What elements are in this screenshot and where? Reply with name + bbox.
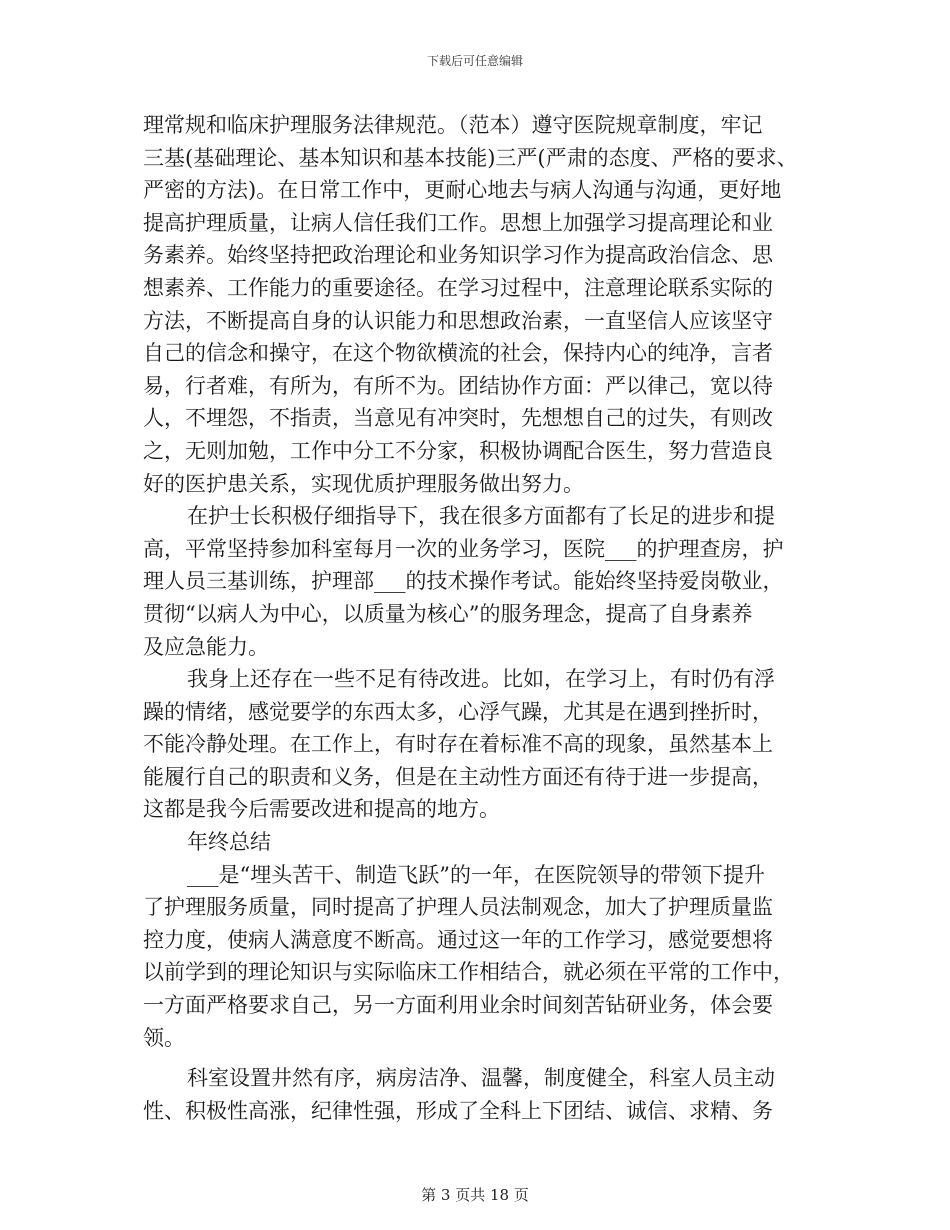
text-line: 了护理服务质量，同时提高了护理人员法制观念，加大了护理质量监 — [143, 895, 773, 920]
text-line: 领。 — [143, 1025, 185, 1050]
text-line: 不能冷静处理。在工作上，有时存在着标准不高的现象，虽然基本上 — [143, 732, 773, 757]
text-line: 这都是我今后需要改进和提高的地方。 — [143, 797, 500, 822]
paragraph-first-line: 科室设置井然有序，病房洁净、温馨，制度健全，科室人员主动 — [187, 1066, 775, 1091]
text-line: 以前学到的理论知识与实际临床工作相结合，就必须在平常的工作中， — [143, 960, 794, 985]
text-line: 性、积极性高涨，纪律性强，形成了全科上下团结、诚信、求精、务 — [143, 1098, 773, 1123]
text-line: 控力度，使病人满意度不断高。通过这一年的工作学习，感觉要想将 — [143, 927, 773, 952]
text-line: 之，无则加勉，工作中分工不分家，积极协调配合医生，努力营造良 — [143, 438, 773, 463]
text-line: 贯彻“以病人为中心，以质量为核心”的服务理念，提高了自身素养 — [143, 601, 753, 626]
page-number: 第 3 页共 18 页 — [421, 1186, 529, 1204]
paragraph-gap — [143, 1054, 808, 1062]
text-line: 易，行者难，有所为，有所不为。团结协作方面：严以律己，宽以待 — [143, 373, 773, 398]
text-line: 提高护理质量，让病人信任我们工作。思想上加强学习提高理论和业 — [143, 210, 773, 235]
text-line: 理人员三基训练，护理部___的技术操作考试。能始终坚持爱岗敬业， — [143, 569, 784, 594]
text-line: 高，平常坚持参加科室每月一次的业务学习，医院___的护理查房，护 — [143, 536, 784, 561]
text-line: 严密的方法)。在日常工作中，更耐心地去与病人沟通与沟通，更好地 — [143, 178, 782, 203]
text-line: 一方面严格要求自己，另一方面利用业余时间刻苦钻研业务，体会要 — [143, 993, 773, 1018]
text-line: 躁的情绪，感觉要学的东西太多，心浮气躁，尤其是在遇到挫折时， — [143, 699, 773, 724]
text-line: 理常规和临床护理服务法律规范。（范本）遵守医院规章制度，牢记 — [143, 113, 763, 137]
text-line: 自己的信念和操守，在这个物欲横流的社会，保持内心的纯净，言者 — [143, 341, 773, 366]
paragraph-first-line: 在护士长积极仔细指导下，我在很多方面都有了长足的进步和提 — [187, 504, 775, 529]
paragraph-first-line: 我身上还存在一些不足有待改进。比如，在学习上，有时仍有浮 — [187, 667, 775, 692]
text-line: 好的医护患关系，实现优质护理服务做出努力。 — [143, 471, 584, 496]
page-header: 下载后可任意编辑 — [426, 54, 523, 68]
text-line: 人，不埋怨，不指责，当意见有冲突时，先想想自己的过失，有则改 — [143, 406, 773, 431]
text-line: 能履行自己的职责和义务，但是在主动性方面还有待于进一步提高， — [143, 764, 773, 789]
text-line: 务素养。始终坚持把政治理论和业务知识学习作为提高政治信念、思 — [143, 243, 773, 268]
document-body — [143, 109, 808, 1127]
text-line: 想素养、工作能力的重要途径。在学习过程中，注意理论联系实际的 — [143, 275, 773, 300]
text-line: 及应急能力。 — [143, 634, 269, 659]
paragraph-first-line: ___是“埋头苦干、制造飞跃”的一年，在医院领导的带领下提升 — [187, 862, 765, 887]
text-line: 方法，不断提高自身的认识能力和思想政治素，一直坚信人应该坚守 — [143, 308, 773, 333]
section-heading: 年终总结 — [187, 830, 271, 855]
text-line: 三基(基础理论、基本知识和基本技能)三严(严肃的态度、严格的要求、 — [143, 145, 798, 170]
